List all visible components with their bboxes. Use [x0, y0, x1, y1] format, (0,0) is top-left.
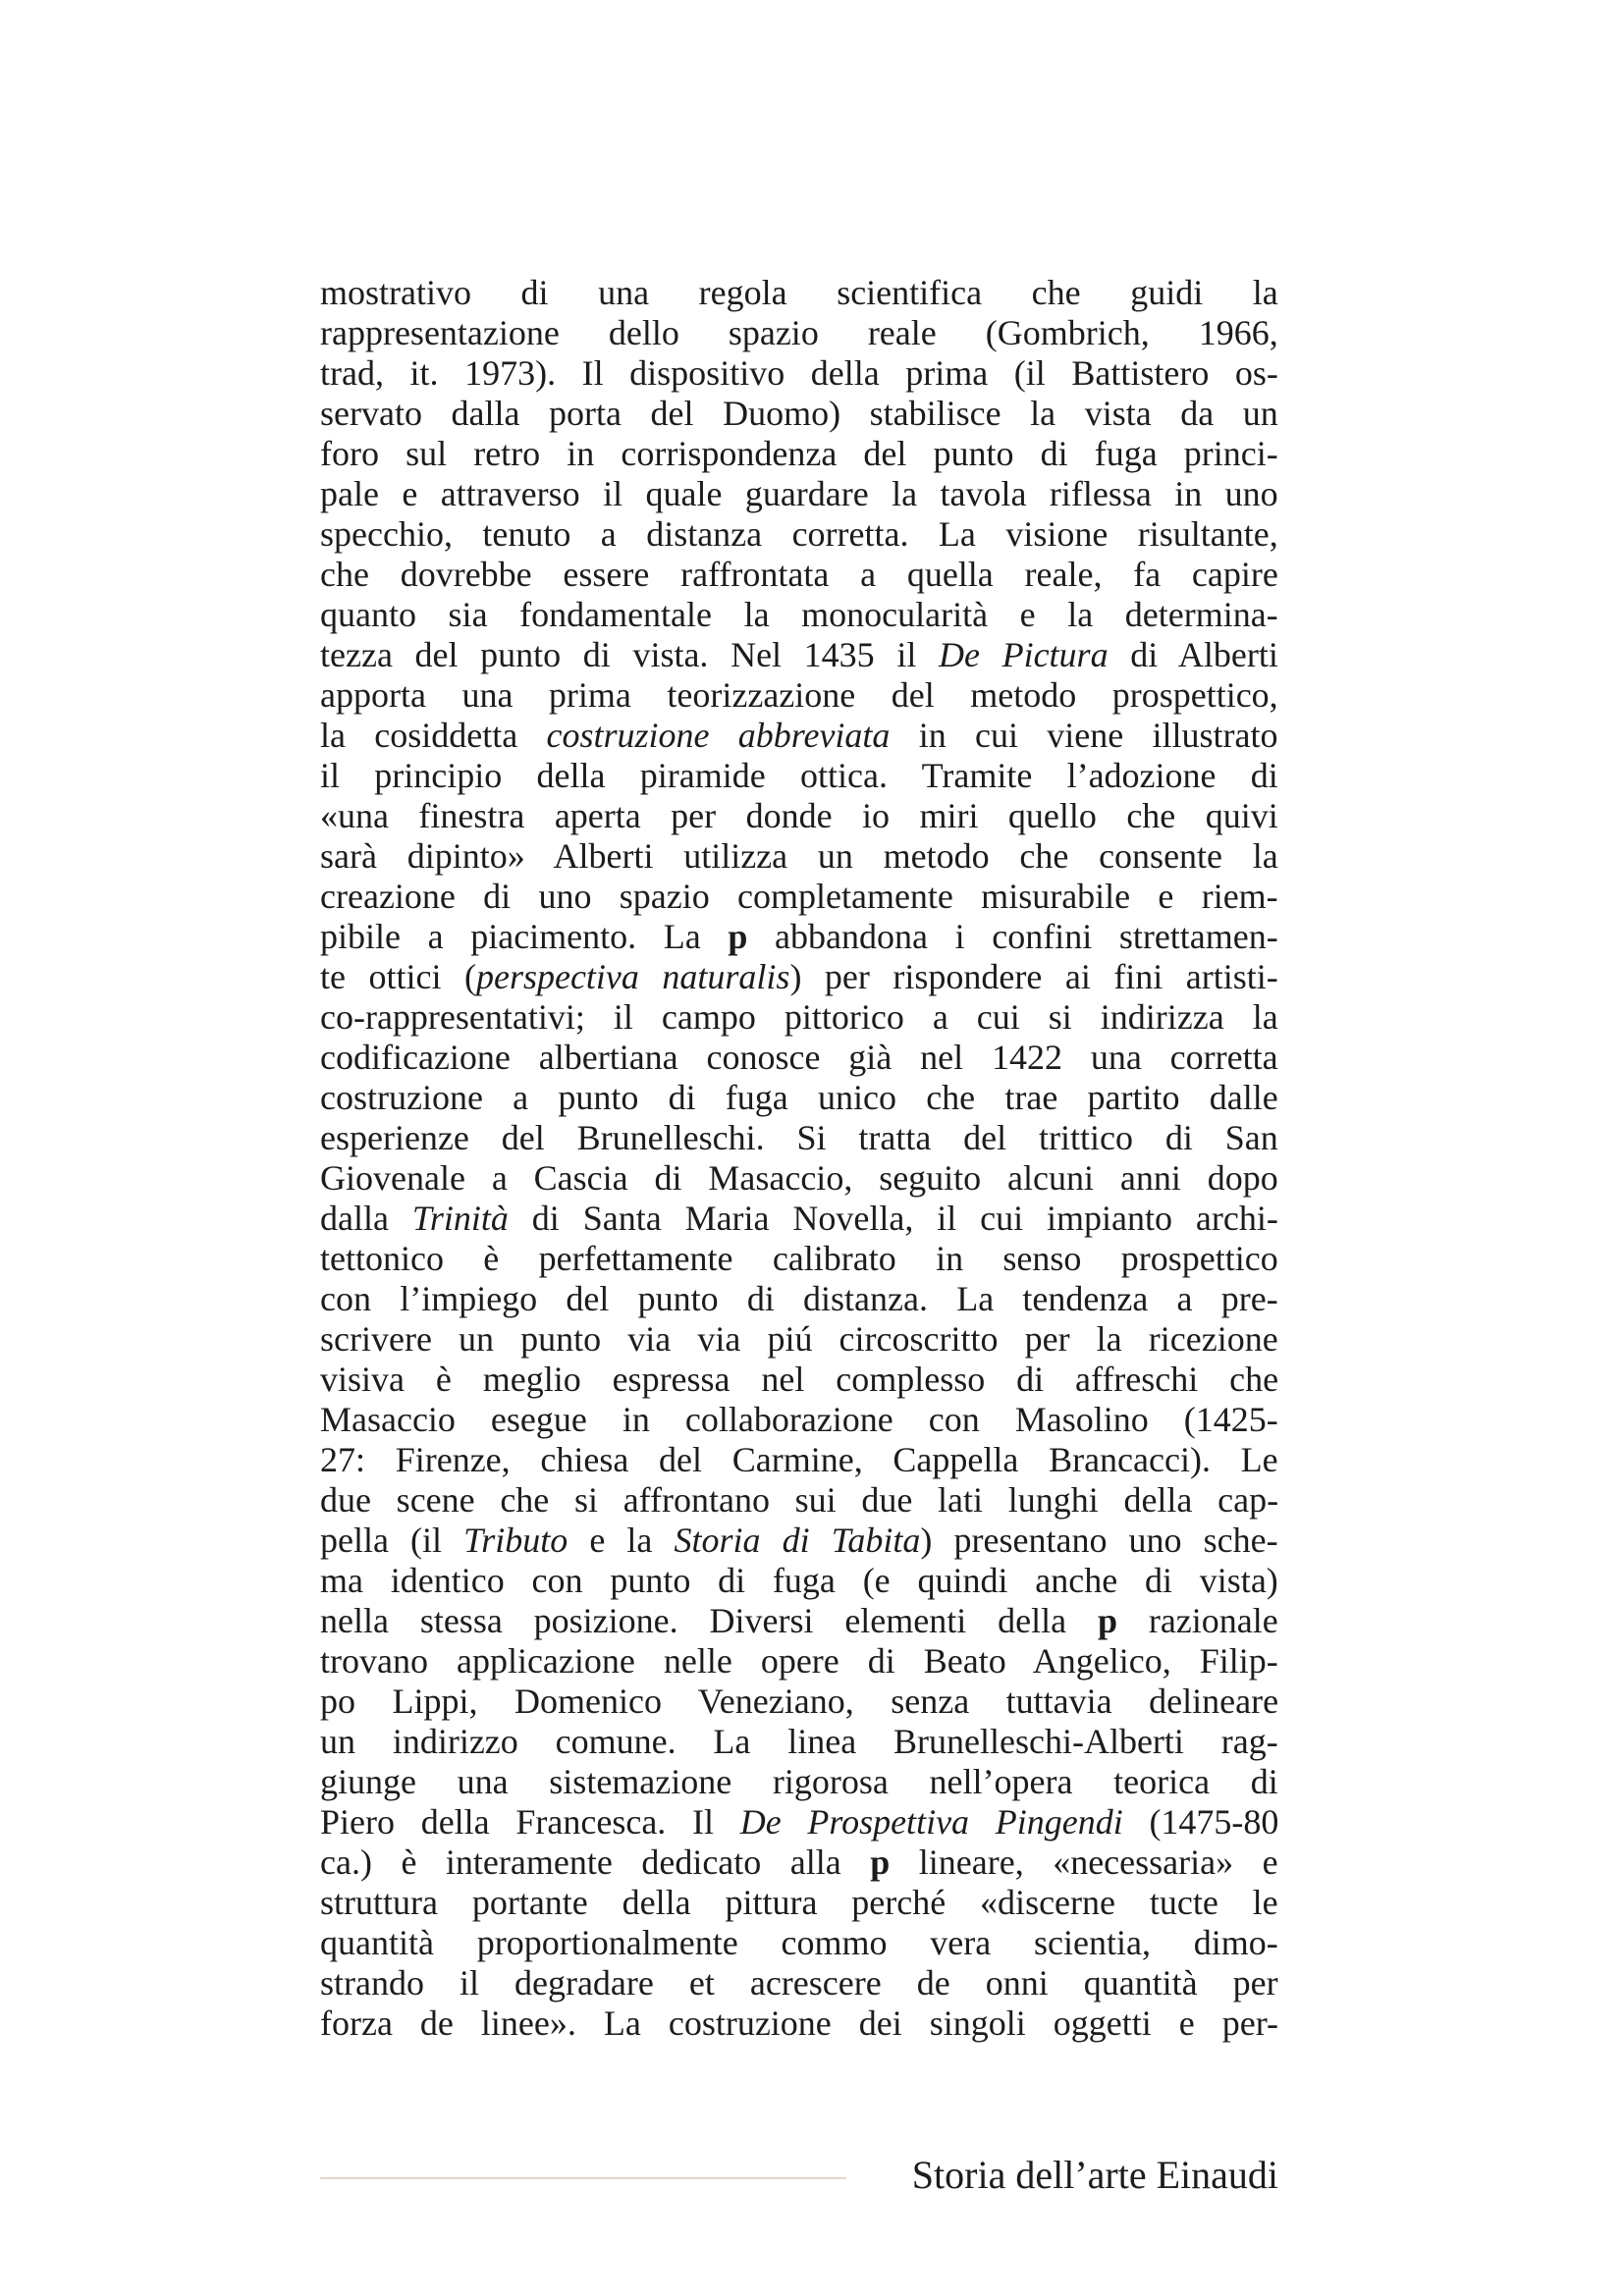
text-line	[320, 756, 1278, 796]
text-run: che dovrebbe essere raffrontata a quella reale, fa capire	[320, 555, 1278, 594]
text-line	[320, 313, 1278, 353]
italic-term: De Pictura	[938, 635, 1109, 674]
text-line	[320, 1521, 1278, 1561]
text-run: pella (il	[320, 1521, 464, 1560]
text-run: quantità proportionalmente commo vera scientia, dimo-	[320, 1923, 1278, 1962]
text-run: co-rappresentativi; il campo pittorico a cui si indirizza la	[320, 997, 1278, 1037]
text-run: pibile a piacimento. La	[320, 917, 729, 956]
text-run: razionale	[1116, 1601, 1278, 1640]
text-run: Piero della Francesca. Il	[320, 1802, 740, 1842]
text-run: il principio della piramide ottica. Tramite l’adozione di	[320, 756, 1278, 795]
text-run: abbandona i confini strettamen-	[747, 917, 1278, 956]
text-run: foro sul retro in corrispondenza del punto di fuga princi-	[320, 434, 1278, 473]
text-line	[320, 394, 1278, 434]
text-line	[320, 836, 1278, 877]
text-line	[320, 1561, 1278, 1601]
text-run: in cui viene illustrato	[890, 716, 1278, 755]
text-line	[320, 1199, 1278, 1239]
text-run: dalla	[320, 1199, 412, 1238]
text-run: visiva è meglio espressa nel complesso di affreschi che	[320, 1360, 1279, 1399]
text-run: trovano applicazione nelle opere di Beato Angelico, Filip-	[320, 1641, 1278, 1681]
italic-term: Trinità	[411, 1199, 509, 1238]
text-line	[320, 1682, 1278, 1722]
text-run: specchio, tenuto a distanza corretta. La visione risultante,	[320, 514, 1278, 554]
text-line	[320, 1400, 1278, 1440]
text-line	[320, 1360, 1278, 1400]
text-run: codificazione albertiana conosce già nel 1422 una corretta	[320, 1038, 1278, 1077]
text-line	[320, 997, 1278, 1038]
text-run: sarà dipinto» Alberti utilizza un metodo che consente la	[320, 836, 1278, 876]
text-run: servato dalla porta del Duomo) stabilisce la vista da un	[320, 394, 1278, 433]
text-run: Giovenale a Cascia di Masaccio, seguito alcuni anni dopo	[320, 1158, 1278, 1198]
text-line	[320, 796, 1278, 836]
text-run: con l’impiego del punto di distanza. La tendenza a pre-	[320, 1279, 1278, 1318]
text-run: te ottici (	[320, 957, 476, 996]
footer-rule	[320, 2177, 846, 2179]
bold-term: p	[1097, 1601, 1117, 1640]
text-line	[320, 917, 1278, 957]
text-line	[320, 1883, 1278, 1923]
text-line	[320, 595, 1278, 635]
text-line	[320, 1078, 1278, 1118]
text-run: giunge una sistemazione rigorosa nell’opera teorica di	[320, 1762, 1278, 1801]
italic-term: Tributo	[463, 1521, 568, 1560]
text-line	[320, 1923, 1278, 1963]
text-run: costruzione a punto di fuga unico che trae partito dalle	[320, 1078, 1278, 1117]
text-line	[320, 434, 1278, 474]
text-run: po Lippi, Domenico Veneziano, senza tuttavia delineare	[320, 1682, 1279, 1721]
text-run: «una finestra aperta per donde io miri quello che quivi	[320, 796, 1278, 835]
text-line	[320, 1239, 1278, 1279]
text-line	[320, 273, 1278, 313]
footer-title: Storia dell’arte Einaudi	[911, 2153, 1278, 2197]
text-run: ca.) è interamente dedicato alla	[320, 1842, 871, 1882]
text-run: due scene che si affrontano sui due lati lunghi della cap-	[320, 1480, 1279, 1520]
text-line	[320, 555, 1278, 595]
text-run: forza de linee». La costruzione dei singoli oggetti e per-	[320, 2003, 1278, 2043]
text-line	[320, 514, 1278, 555]
text-line	[320, 1641, 1278, 1682]
text-line	[320, 353, 1278, 394]
text-run: apporta una prima teorizzazione del metodo prospettico,	[320, 675, 1278, 715]
text-run: e la	[568, 1521, 675, 1560]
text-run: ) per rispondere ai fini artisti-	[789, 957, 1278, 996]
text-run: pale e attraverso il quale guardare la tavola riflessa in uno	[320, 474, 1278, 513]
text-line	[320, 2003, 1278, 2044]
text-run: ma identico con punto di fuga (e quindi anche di vista)	[320, 1561, 1278, 1600]
text-line	[320, 1279, 1278, 1319]
text-line	[320, 1802, 1278, 1842]
text-line	[320, 1722, 1278, 1762]
italic-term: De Prospettiva Pingendi	[739, 1802, 1123, 1842]
text-run: (1475-80	[1122, 1802, 1279, 1842]
text-line	[320, 1842, 1278, 1883]
italic-term: Storia di Tabita	[674, 1521, 921, 1560]
text-line	[320, 716, 1278, 756]
text-run: creazione di uno spazio completamente misurabile e riem-	[320, 877, 1278, 916]
text-run: trad, it. 1973). Il dispositivo della prima (il Battistero os-	[320, 353, 1278, 393]
text-run: scrivere un punto via via piú circoscritto per la ricezione	[320, 1319, 1278, 1359]
text-run: struttura portante della pittura perché «discerne tucte le	[320, 1883, 1278, 1922]
text-run: Masaccio esegue in collaborazione con Masolino (1425-	[320, 1400, 1278, 1439]
italic-term: costruzione abbreviata	[546, 716, 891, 755]
text-run: la cosiddetta	[320, 716, 547, 755]
text-run: strando il degradare et acrescere de onni quantità per	[320, 1963, 1278, 2002]
italic-term: perspectiva naturalis	[475, 957, 790, 996]
text-run: nella stessa posizione. Diversi elementi della	[320, 1601, 1098, 1640]
text-line	[320, 635, 1278, 675]
text-line	[320, 1158, 1278, 1199]
body-text	[320, 273, 1278, 2044]
text-line	[320, 1963, 1278, 2003]
text-line	[320, 1440, 1278, 1480]
text-run: di Alberti	[1108, 635, 1278, 674]
text-line	[320, 1319, 1278, 1360]
text-run: rappresentazione dello spazio reale (Gombrich, 1966,	[320, 313, 1278, 352]
text-run: tettonico è perfettamente calibrato in senso prospettico	[320, 1239, 1278, 1278]
text-line	[320, 474, 1278, 514]
text-run: esperienze del Brunelleschi. Si tratta del trittico di San	[320, 1118, 1278, 1157]
bold-term: p	[728, 917, 748, 956]
text-line	[320, 1038, 1278, 1078]
bold-term: p	[870, 1842, 891, 1882]
text-run: un indirizzo comune. La linea Brunelleschi-Alberti rag-	[320, 1722, 1278, 1761]
text-run: tezza del punto di vista. Nel 1435 il	[320, 635, 939, 674]
text-line	[320, 675, 1278, 716]
text-run: ) presentano uno sche-	[920, 1521, 1278, 1560]
text-line	[320, 1601, 1278, 1641]
text-run: 27: Firenze, chiesa del Carmine, Cappella Brancacci). Le	[320, 1440, 1278, 1479]
text-line	[320, 957, 1278, 997]
text-line	[320, 1118, 1278, 1158]
text-line	[320, 1762, 1278, 1802]
text-run: di Santa Maria Novella, il cui impianto archi-	[508, 1199, 1278, 1238]
text-run: quanto sia fondamentale la monocularità e la determina-	[320, 595, 1278, 634]
text-line	[320, 1480, 1278, 1521]
text-line	[320, 877, 1278, 917]
text-run: mostrativo di una regola scientifica che guidi la	[320, 273, 1278, 312]
text-run: lineare, «necessaria» e	[890, 1842, 1278, 1882]
